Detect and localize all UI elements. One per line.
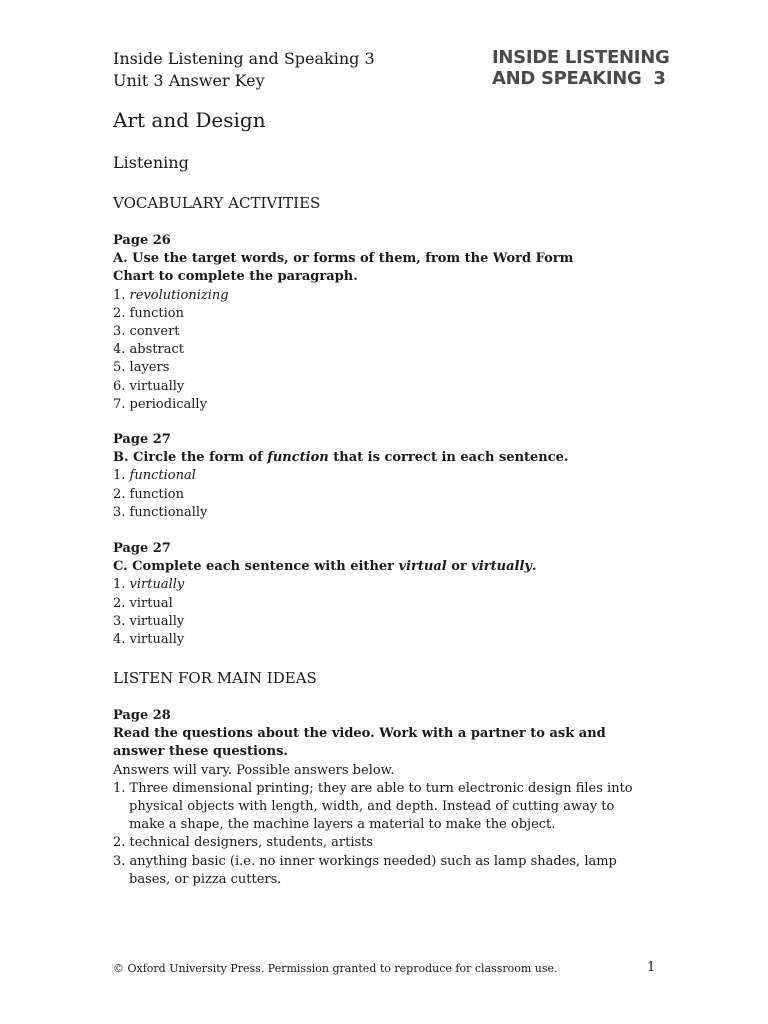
brand-logo [492, 47, 669, 89]
answer-text: virtually [129, 632, 185, 648]
exercise-c-answers [113, 576, 653, 649]
answer-number: 1. [113, 577, 130, 593]
exercise-c [113, 540, 653, 649]
main-ideas-heading: LISTEN FOR MAIN IDEAS [113, 669, 317, 687]
answer-item [113, 467, 653, 485]
answer-item [113, 631, 653, 649]
section-subtitle: Listening [113, 153, 189, 172]
main-ideas-page: Page 28 [113, 708, 171, 723]
book-title: Inside Listening and Speaking 3 [113, 49, 375, 68]
unit-title: Unit 3 Answer Key [113, 71, 265, 90]
answer-number: 3. [113, 504, 130, 520]
answer-text: function [129, 486, 184, 502]
answer-text: layers [129, 360, 170, 376]
exercise-a-page: Page 26 [113, 233, 171, 248]
answer-number: 1. [113, 468, 130, 484]
answer-text: convert [129, 324, 180, 340]
main-ideas-instruction: Read the questions about the video. Work with a partner to ask and answer these questions. [113, 726, 606, 760]
answer-item [113, 359, 653, 377]
answer-text: virtual [129, 595, 173, 611]
answer-item [113, 486, 653, 504]
answer-text: functional [129, 468, 196, 484]
logo-line-2: AND SPEAKING 3 [492, 68, 666, 89]
answer-number: 1. [113, 287, 130, 303]
exercise-b-instruction: B. Circle the form of function that is correct in each sentence. [113, 450, 569, 466]
main-ideas-note: Answers will vary. Possible answers below. [113, 762, 395, 778]
answer-item [113, 396, 653, 414]
answer-text: function [129, 305, 184, 321]
page-title: Art and Design [113, 108, 266, 132]
exercise-a-instruction: A. Use the target words, or forms of them, from the Word Form Chart to complete the paragraph. [113, 251, 574, 285]
main-ideas-answer-1: 1. Three dimensional printing; they are able to turn electronic design files into physical objects with length, width, and depth. Instead of cutting away to make a shape, the machine layers a material to make the object. [113, 780, 633, 833]
answer-item [113, 323, 653, 341]
exercise-a [113, 232, 653, 414]
answer-item [113, 378, 653, 396]
exercise-b [113, 431, 653, 522]
answer-text: virtually [129, 613, 185, 629]
exercise-b-answers [113, 467, 653, 522]
main-ideas-exercise [113, 707, 653, 889]
answer-text: functionally [129, 504, 208, 520]
main-ideas-answer-3: 3. anything basic (i.e. no inner workings needed) such as lamp shades, lamp bases, or pizza cutters. [113, 853, 617, 887]
document-header [113, 48, 375, 92]
answer-item [113, 613, 653, 631]
exercise-a-answers [113, 287, 653, 414]
answer-number: 4. [113, 632, 130, 648]
exercise-c-instruction: C. Complete each sentence with either virtual or virtually. [113, 559, 537, 575]
answer-item [113, 595, 653, 613]
answer-number: 4. [113, 342, 130, 358]
answer-number: 2. [113, 305, 130, 321]
answer-number: 3. [113, 613, 130, 629]
answer-text: revolutionizing [129, 287, 229, 303]
answer-number: 2. [113, 486, 130, 502]
answer-text: abstract [129, 342, 184, 358]
answer-item [113, 305, 653, 323]
answer-item [113, 341, 653, 359]
exercise-b-page: Page 27 [113, 432, 171, 447]
answer-number: 6. [113, 378, 130, 394]
answer-text: periodically [129, 396, 207, 412]
answer-text: virtually [129, 378, 185, 394]
answer-item [113, 576, 653, 594]
answer-number: 5. [113, 360, 130, 376]
vocab-heading: VOCABULARY ACTIVITIES [113, 194, 321, 212]
answer-number: 2. [113, 595, 130, 611]
answer-item [113, 287, 653, 305]
main-ideas-answer-2: 2. technical designers, students, artists [113, 835, 374, 851]
page-number: 1 [647, 960, 656, 975]
answer-number: 3. [113, 324, 130, 340]
answer-number: 7. [113, 396, 130, 412]
exercise-c-page: Page 27 [113, 541, 171, 556]
copyright-footer: © Oxford University Press. Permission granted to reproduce for classroom use. [113, 962, 558, 975]
answer-item [113, 504, 653, 522]
logo-line-1: INSIDE LISTENING [492, 47, 670, 68]
answer-text: virtually [129, 577, 185, 593]
